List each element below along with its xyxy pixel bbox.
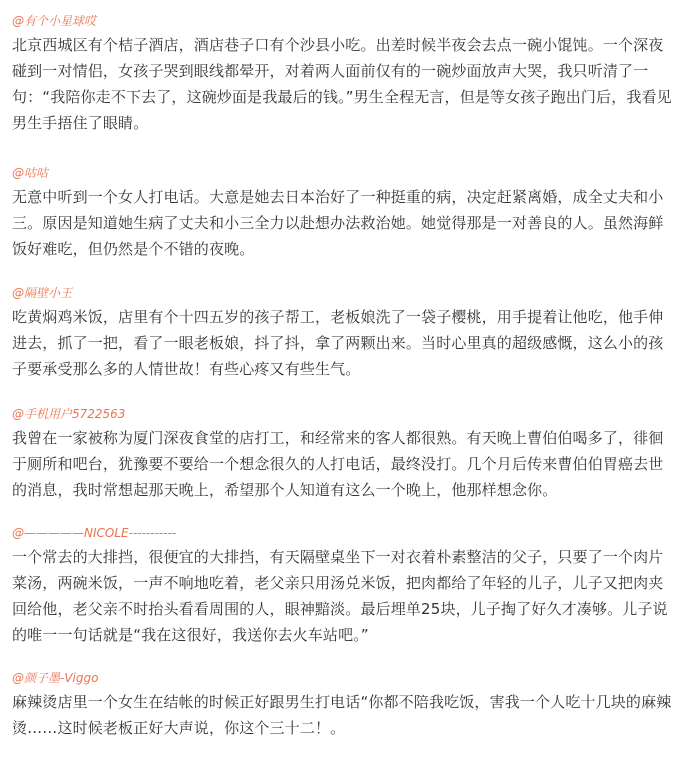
username-link[interactable]: @咕咕: [12, 166, 49, 180]
username-link[interactable]: @手机用户5722563: [12, 407, 126, 421]
username-link[interactable]: @隔壁小王: [12, 286, 73, 300]
username-link[interactable]: @有个小星球哎: [12, 14, 97, 28]
comment-text: 无意中听到一个女人打电话。大意是她去日本治好了一种挺重的病，决定赶紧离婚，成全丈夫和小三。原因是知道她生病了丈夫和小三全力以赴想办法救治她。她觉得那是一对善良的人。虽然海鲜饭好难吃，但仍然是个不错的夜晚。: [12, 188, 664, 258]
comment-item: [12, 406, 675, 503]
comment-item: [12, 525, 675, 648]
comment-item: [12, 13, 675, 136]
username-link[interactable]: @颜子墨-Viggo: [12, 671, 99, 685]
comment-item: [12, 165, 675, 262]
comment-item: [12, 670, 675, 741]
comment-text: 一个常去的大排挡，很便宜的大排挡，有天隔壁桌坐下一对衣着朴素整洁的父子，只要了一个肉片菜汤，两碗米饭，一声不响地吃着，老父亲只用汤兑米饭，把肉都给了年轻的儿子，儿子又把肉夹回给他，老父亲不时抬头看看周围的人，眼神黯淡。最后埋单25块，儿子掏了好久才凑够。儿子说的唯一一句话就是“我在这很好，我送你去火车站吧。”: [12, 548, 668, 644]
comment-text: 麻辣烫店里一个女生在结帐的时候正好跟男生打电话“你都不陪我吃饭，害我一个人吃十几块的麻辣烫……这时候老板正好大声说，你这个三十二！。: [12, 693, 672, 737]
comment-feed: [12, 13, 675, 741]
comment-item: [12, 285, 675, 382]
comment-text: 我曾在一家被称为厦门深夜食堂的店打工，和经常来的客人都很熟。有天晚上曹伯伯喝多了，徘徊于厕所和吧台，犹豫要不要给一个想念很久的人打电话，最终没打。几个月后传来曹伯伯胃癌去世的消息，我时常想起那天晚上，希望那个人知道有这么一个晚上，他那样想念你。: [12, 429, 664, 499]
comment-text: 吃黄焖鸡米饭，店里有个十四五岁的孩子帮工，老板娘洗了一袋子樱桃，用手提着让他吃，他手伸进去，抓了一把，看了一眼老板娘，抖了抖，拿了两颗出来。当时心里真的超级感慨，这么小的孩子要承受那么多的人情世故！有些心疼又有些生气。: [12, 308, 664, 378]
username-link[interactable]: @—————NICOLE-----------: [12, 526, 177, 540]
comment-text: 北京西城区有个桔子酒店，酒店巷子口有个沙县小吃。出差时候半夜会去点一碗小馄饨。一个深夜碰到一对情侣，女孩子哭到眼线都晕开，对着两人面前仅有的一碗炒面放声大哭，我只听清了一句：“我陪你走不下去了，这碗炒面是我最后的钱。”男生全程无言，但是等女孩子跑出门后，我看见男生手捂住了眼睛。: [12, 36, 672, 132]
